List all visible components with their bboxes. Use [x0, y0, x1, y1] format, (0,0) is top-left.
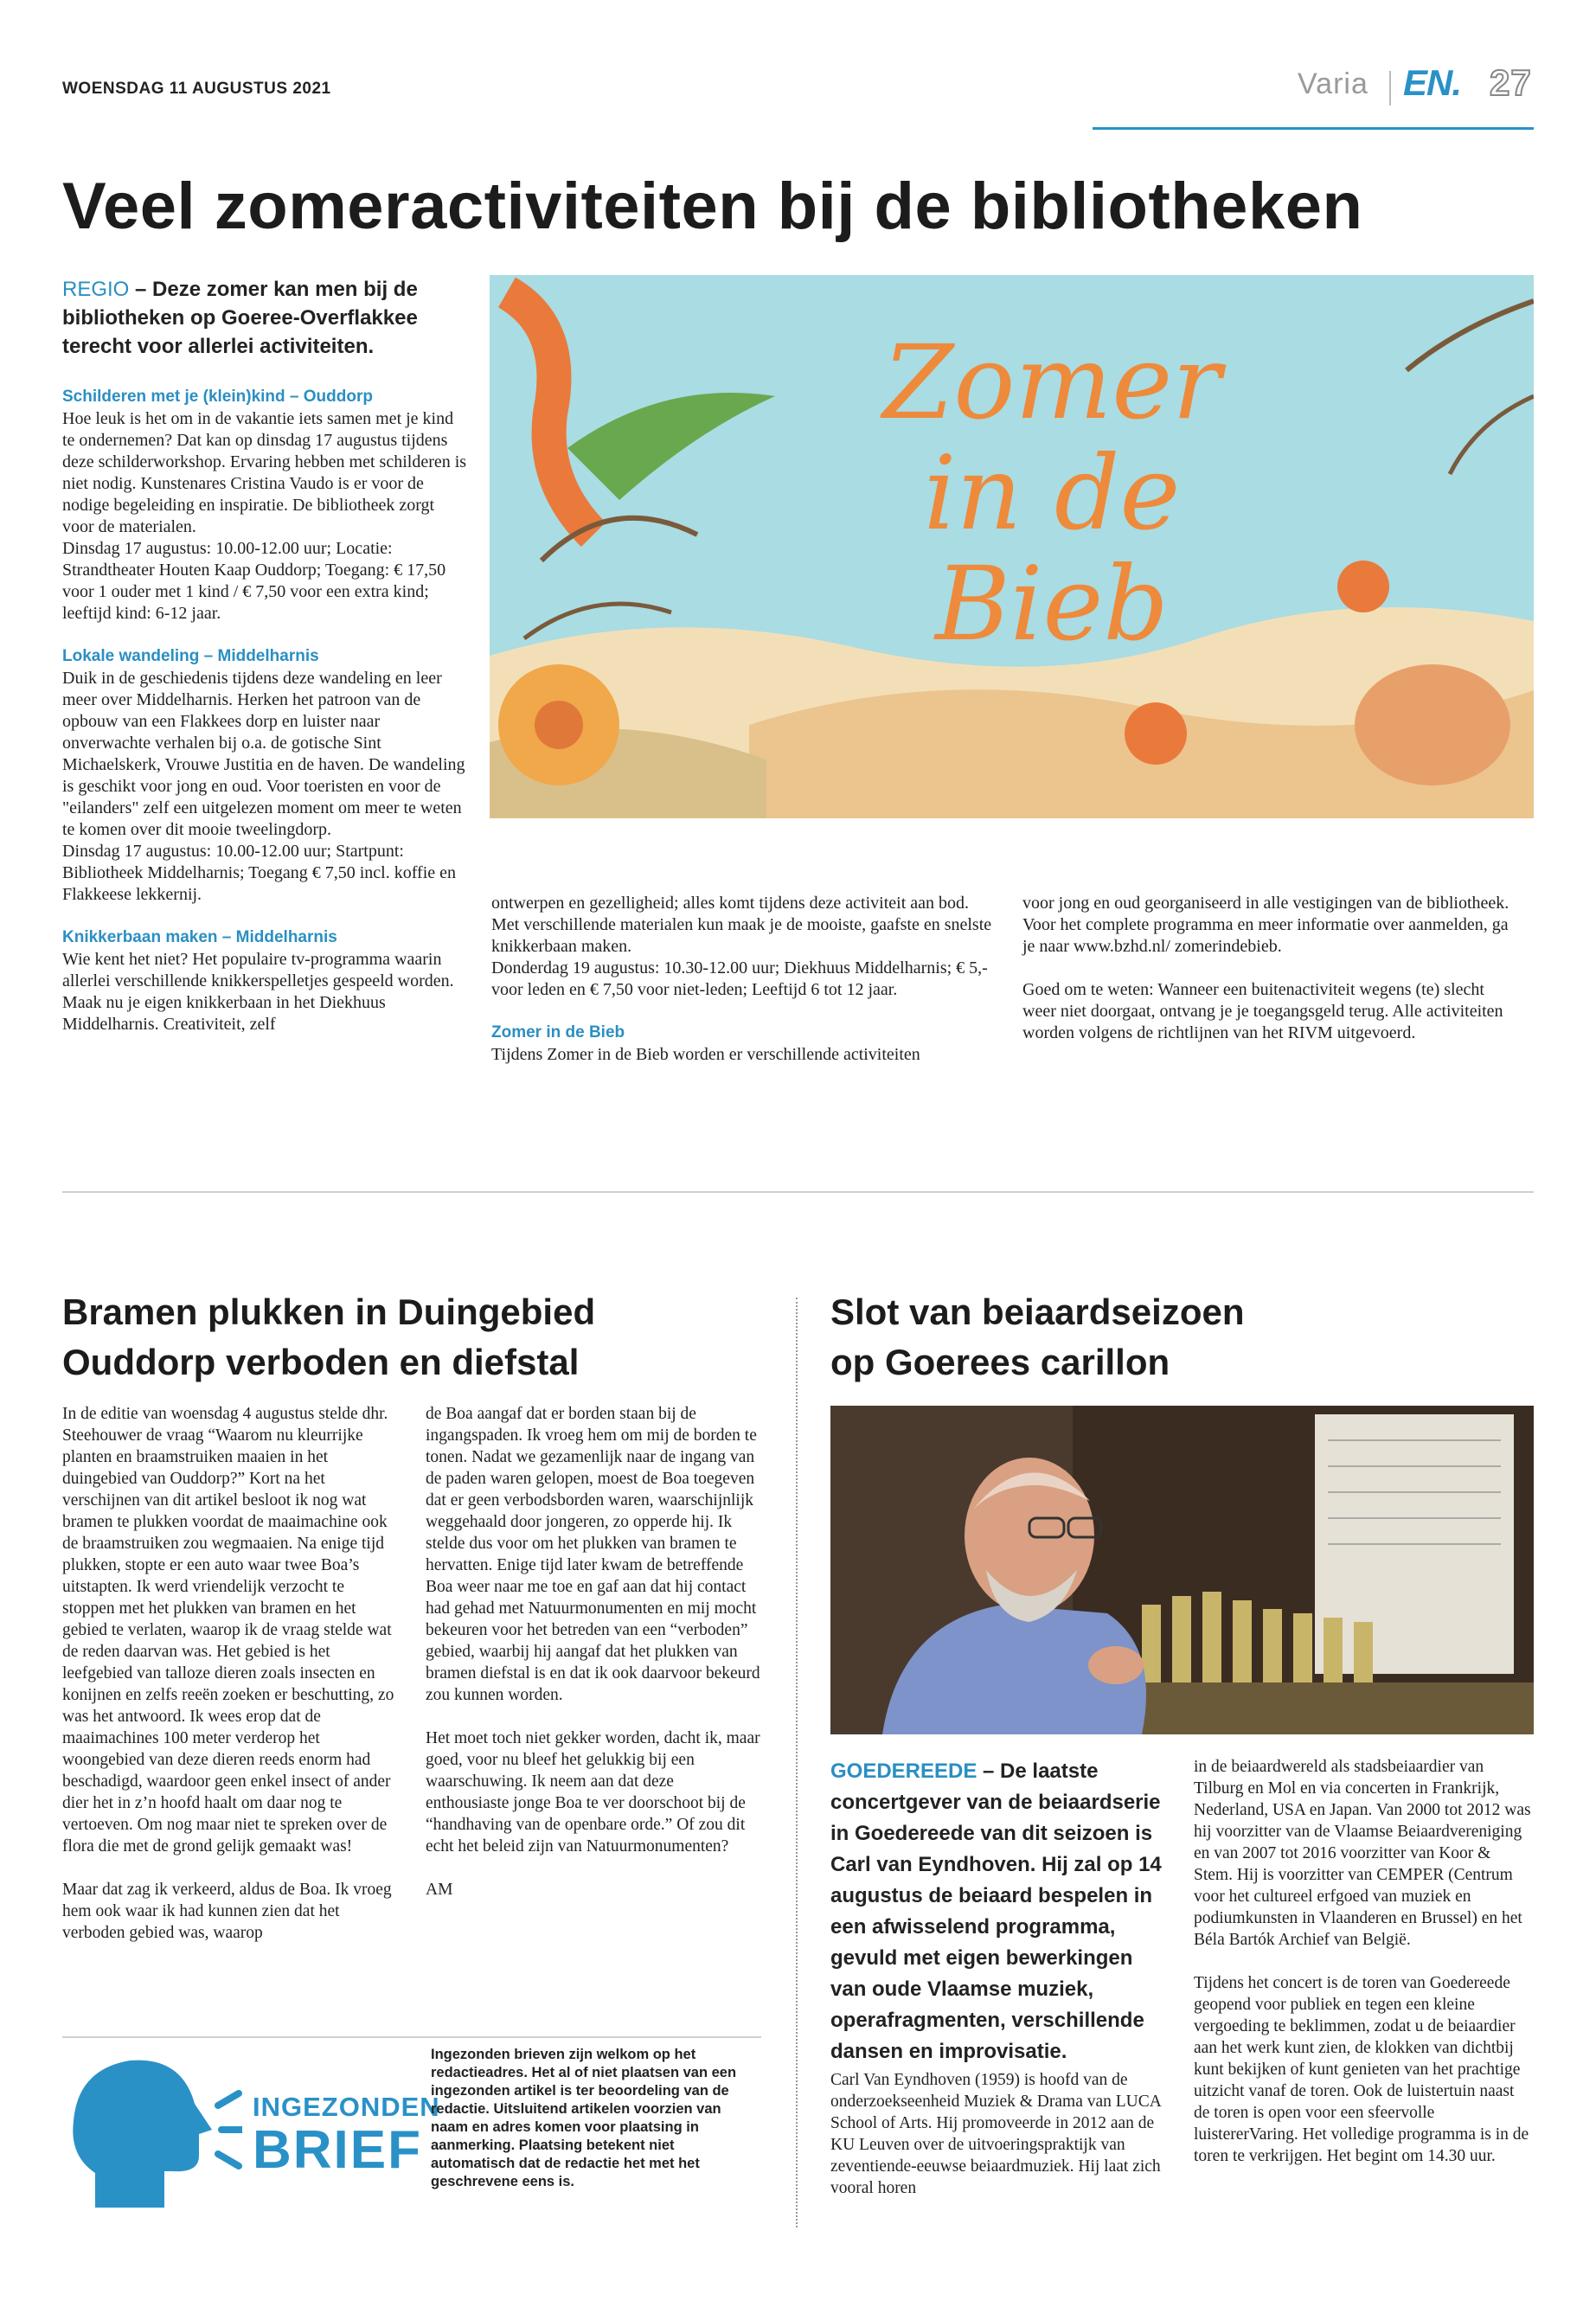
article2-column-2 — [426, 1403, 761, 1900]
paragraph: Wie kent het niet? Het populaire tv-programma waarin allerlei verschillende knikkerspelletjes gespeeld worden. Maak nu je eigen knikkerbaan in het Diekhuus Middelharnis. Creativiteit, zelf — [62, 950, 454, 1034]
paragraph: In de editie van woensdag 4 augustus stelde dhr. Steehouwer de vraag “Waarom nu kleurrijke planten en braamstruiken maaien in het duingebied van Ouddorp?” Kort na het verschijnen van dit artikel besloot ik nog wat bramen te plukken voordat de maaimachine ook de braamstruiken zou wegmaaien. Na enige tijd plukken, stopte er een auto waar twee Boa’s uitstapten. Ik werd vriendelijk verzocht te stoppen met het plukken van bramen en het gebied te verlaten, waarop ik de vraag stelde wat de reden daarvan was. Het gebied is het leefgebied van talloze dieren zoals insecten en konijnen en zelfs reeën zoeken er beschutting, zo was het antwoord. Ik wees erop dat de maaimachines 100 meter verderop het woongebied van deze dieren reeds enorm had beschadigd, waardoor geen enkel insect of ander dier het in z’n hoofd haalt om daar nog te vertoeven. Om nog maar niet te spreken over de flora die met de grond gelijk gemaakt was! — [62, 1405, 394, 1856]
author-signature: AM — [426, 1881, 453, 1899]
article2-headline — [62, 1287, 772, 1388]
article3-headline — [830, 1287, 1534, 1388]
subhead-zomer-in-de-bieb: Zomer in de Bieb — [491, 1023, 625, 1042]
article1-column-2 — [491, 893, 993, 1066]
paragraph: Duik in de geschiedenis tijdens deze wandeling en leer meer over Middelharnis. Herken het patroon van de opbouw van een Flakkees dorp en luister naar onverwachte verhalen bij o.a. de gotische Sint Michaelskerk, Vrouwe Justitia en de haven. De wandeling is geschikt voor jong en oud. Voor toeristen en voor de "eilanders" zelf een uitgelezen moment om meer te weten te komen over dit mooie tweelingdorp. — [62, 669, 465, 839]
banner-title — [853, 323, 1251, 663]
article3-column-2 — [1194, 1756, 1534, 2167]
section-divider — [62, 1191, 1534, 1193]
header-rule — [1093, 127, 1534, 130]
article2-headline-line-1: Bramen plukken in Duingebied — [62, 1292, 596, 1332]
article1-column-3 — [1022, 893, 1516, 1044]
page-number: 27 — [1490, 62, 1532, 103]
article1-headline: Veel zomeractiviteiten bij de bibliotheken — [62, 170, 1363, 243]
paragraph: Tijdens het concert is de toren van Goedereede geopend voor publiek en tegen een kleine vergoeding te beklimmen, zodat u de beiaardier aan het werk kunt zien, de klokken van dichtbij kunt bekijken of kunt genieten van het prachtige uitzicht vanaf de toren. Ook de luistertuin naast de toren is open voor een sfeervolle luistererVaring. Het volledige programma is in de toren te verkrijgen. Het begint om 14.30 uur. — [1194, 1974, 1529, 2165]
letters-label-big: BRIEF — [253, 2120, 422, 2180]
article3-lead — [830, 1756, 1163, 2067]
paragraph-note: Goed om te weten: Wanneer een buitenactiviteit wegens (te) slecht weer niet doorgaat, ontvang je je toegangsgeld terug. Alle activiteiten worden volgens de richtlijnen van het RIVM uitgevoerd. — [1022, 980, 1503, 1042]
paragraph-details: Dinsdag 17 augustus: 10.00-12.00 uur; Startpunt: Bibliotheek Middelharnis; Toegang € 7,50 incl. koffie en Flakkeese lekkernij. — [62, 842, 456, 904]
paragraph: de Boa aangaf dat er borden staan bij de ingangspaden. Ik vroeg hem om mij de borden te tonen. Nadat we gezamenlijk naar de ingang van de paden waren gelopen, moest de Boa toegeven dat er geen verbodsborden waren, waarschijnlijk weggehaald door jongeren, zo opperde hij. Ik stelde dus voor om het plukken van bramen te hervatten. Enige tijd later kwam de betreffende Boa weer naar me toe en gaf aan dat hij contact had gehad met Natuurmonumenten en mij mocht bekeuren voor het betreden van een “verboden” gebied, waarbij hij aangaf dat het plukken van bramen diefstal is en dat ik ook daarvoor bekeurd zou kunnen worden. — [426, 1405, 760, 1704]
article1-column-1 — [62, 386, 469, 1035]
subhead-wandeling: Lokale wandeling – Middelharnis — [62, 647, 319, 665]
article1-kicker: REGIO — [62, 278, 130, 301]
article1-intro — [62, 275, 469, 361]
paragraph: in de beiaardwereld als stadsbeiaardier van Tilburg en Mol en via concerten in Frankrijk, Nederland, USA en Japan. Van 2000 tot 2012 was hij voorzitter van de Vlaamse Beiaardvereniging en van 2007 tot 2016 voorzitter van Koor & Stem. Hij is voorzitter van CEMPER (Centrum voor het cultureel erfgoed van muziek en podiumkunsten in Vlaanderen en Brussel) en het Béla Bartók Archief van België. — [1194, 1758, 1531, 1949]
newspaper-logo: EN. — [1403, 62, 1462, 103]
letters-label-small: INGEZONDEN — [253, 2092, 440, 2122]
letters-box-rule — [62, 2036, 761, 2038]
carillon-player-photo — [830, 1406, 1534, 1734]
banner-line-3: Bieb — [935, 544, 1169, 663]
letters-policy-text: Ingezonden brieven zijn welkom op het redactieadres. Het al of niet plaatsen van een ingezonden artikel is ter beoordeling van de redactie. Uitsluitend artikelen voorzien van naam en adres komen voor plaatsing in aanmerking. Plaatsing betekent niet automatisch dat de redactie het met het geschrevene eens is. — [431, 2047, 737, 2189]
article3-headline-line-2: op Goerees carillon — [830, 1342, 1170, 1382]
paragraph: Carl Van Eyndhoven (1959) is hoofd van de onderzoekseenheid Muziek & Drama van LUCA School of Arts. Hij promoveerde in 2012 aan de KU Leuven over de uitvoeringspraktijk van zeventiende-eeuwse beiaardmuziek. Hij laat zich vooral horen — [830, 2071, 1161, 2197]
paragraph: Tijdens Zomer in de Bieb worden er verschillende activiteiten — [491, 1045, 920, 1064]
subhead-knikkerbaan: Knikkerbaan maken – Middelharnis — [62, 928, 337, 946]
article3-kicker: GOEDEREEDE — [830, 1759, 977, 1783]
banner-line-2: in de — [923, 433, 1181, 553]
article3-headline-line-1: Slot van beiaardseizoen — [830, 1292, 1245, 1332]
paragraph-details: Dinsdag 17 augustus: 10.00-12.00 uur; Locatie: Strandtheater Houten Kaap Ouddorp; Toegang: € 17,50 voor 1 ouder met 1 kind / € 7,50 voor een extra kind; leeftijd kind: 6-12 jaar. — [62, 539, 446, 623]
subhead-schilderen: Schilderen met je (klein)kind – Ouddorp — [62, 388, 373, 406]
paragraph: Het moet toch niet gekker worden, dacht ik, maar goed, voor nu bleef het gelukkig bij een waarschuwing. Ik neem aan dat deze enthousiaste jonge Boa te ver doorschoot bij de “handhaving van de openbare orde.” Of zou dit echt het beleid zijn van Natuurmonumenten? — [426, 1729, 760, 1856]
paragraph: voor jong en oud georganiseerd in alle vestigingen van de bibliotheek. Voor het complete programma en meer informatie over aanmelden, ga je naar www.bzhd.nl/ zomerindebieb. — [1022, 894, 1509, 956]
article2-column-1 — [62, 1403, 395, 1944]
paragraph: Hoe leuk is het om in de vakantie iets samen met je kind te ondernemen? Dat kan op dinsdag 17 augustus tijdens deze schilderworkshop. Ervaring hebben met schilderen is niet nodig. Kunstenares Cristina Vaudo is er voor de nodige begeleiding en inspiratie. De bibliotheek zorgt voor de materialen. — [62, 409, 467, 536]
zomer-in-de-bieb-banner — [490, 275, 1534, 818]
article2-headline-line-2: Ouddorp verboden en diefstal — [62, 1342, 580, 1382]
banner-line-1: Zomer — [882, 323, 1221, 442]
article1-intro-text: – Deze zomer kan men bij de bibliotheken op Goeree-Overflakkee terecht voor allerlei activiteiten. — [62, 278, 418, 358]
paragraph: ontwerpen en gezelligheid; alles komt tijdens deze activiteit aan bod. Met verschillende materialen kun maak je de mooiste, gaafste en snelste knikkerbaan maken. — [491, 894, 992, 956]
article3-column-1 — [830, 2069, 1163, 2199]
speaking-head-icon — [69, 2052, 242, 2208]
article3-lead-text: – De laatste concertgever van de beiaardserie in Goedereede van dit seizoen is Carl van Eyndhoven. Hij zal op 14 augustus de beiaard bespelen in een afwisselend programma, gevuld met eigen bewerkingen van oude Vlaamse muziek, operafragmenten, verschillende dansen en improvisatie. — [830, 1759, 1162, 2063]
column-divider — [796, 1298, 798, 2227]
issue-date: WOENSDAG 11 AUGUSTUS 2021 — [62, 80, 331, 98]
header-divider — [1389, 71, 1391, 106]
paragraph: Maar dat zag ik verkeerd, aldus de Boa. Ik vroeg hem ook waar ik had kunnen zien dat het verboden gebied was, waarop — [62, 1881, 392, 1942]
paragraph-details: Donderdag 19 augustus: 10.30-12.00 uur; Diekhuus Middelharnis; € 5,- voor leden en € 7,50 voor niet-leden; Leeftijd 6 tot 12 jaar. — [491, 958, 988, 999]
section-label: Varia — [1298, 67, 1368, 100]
